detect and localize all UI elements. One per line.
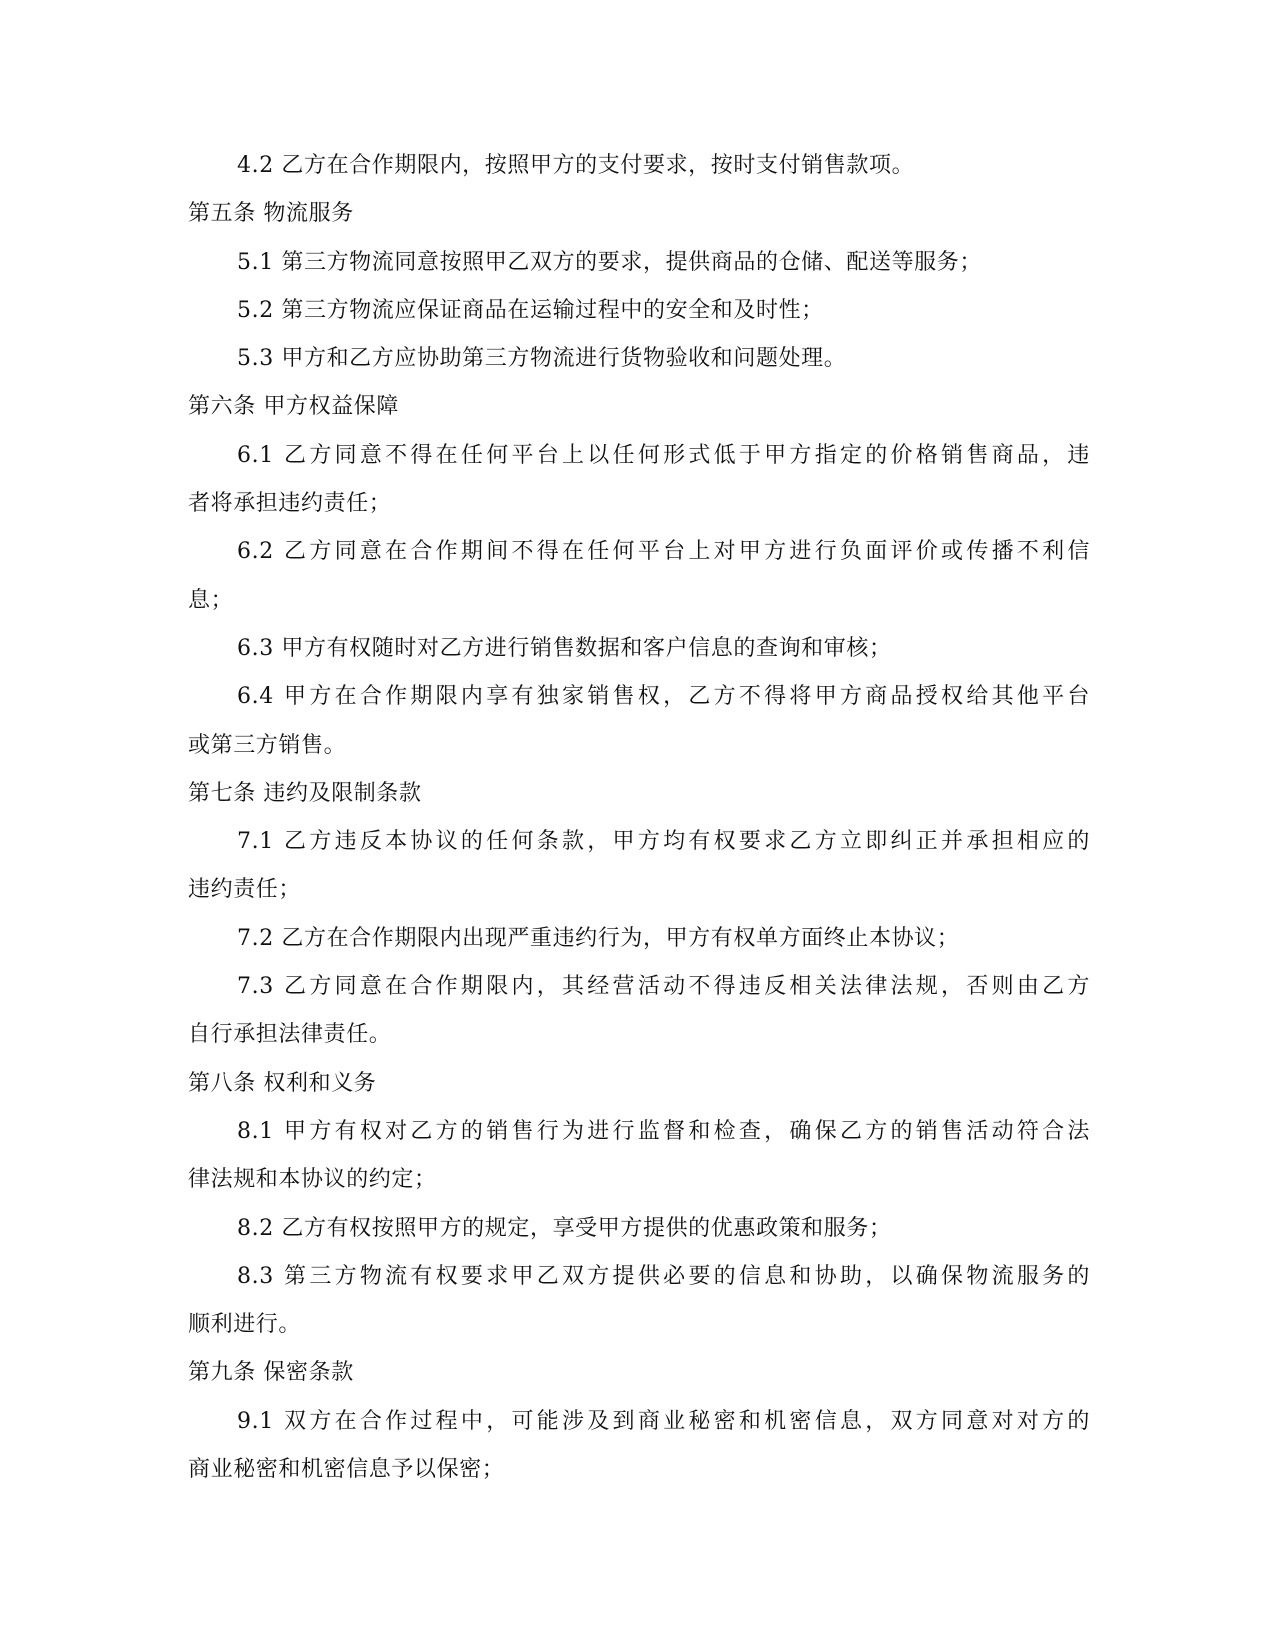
clause-9-1: 9.1 双方在合作过程中，可能涉及到商业秘密和机密信息，双方同意对对方的 xyxy=(237,1408,1090,1434)
section-heading-8: 第八条 权利和义务 xyxy=(188,1070,377,1096)
clause-7-1: 7.1 乙方违反本协议的任何条款，甲方均有权要求乙方立即纠正并承担相应的 xyxy=(237,829,1090,855)
section-heading-5: 第五条 物流服务 xyxy=(188,201,354,227)
section-heading-6: 第六条 甲方权益保障 xyxy=(188,394,399,420)
clause-6-1: 6.1 乙方同意不得在任何平台上以任何形式低于甲方指定的价格销售商品，违 xyxy=(237,442,1090,468)
clause-8-3-continued: 顺利进行。 xyxy=(188,1312,302,1338)
clause-6-4-continued: 或第三方销售。 xyxy=(188,732,347,758)
clause-5-1: 5.1 第三方物流同意按照甲乙双方的要求，提供商品的仓储、配送等服务； xyxy=(237,249,982,275)
clause-5-3: 5.3 甲方和乙方应协助第三方物流进行货物验收和问题处理。 xyxy=(237,346,847,372)
clause-6-2: 6.2 乙方同意在合作期间不得在任何平台上对甲方进行负面评价或传播不利信 xyxy=(237,539,1090,565)
section-heading-9: 第九条 保密条款 xyxy=(188,1360,354,1386)
clause-6-4: 6.4 甲方在合作期限内享有独家销售权，乙方不得将甲方商品授权给其他平台 xyxy=(237,684,1090,710)
clause-9-1-continued: 商业秘密和机密信息予以保密； xyxy=(188,1457,505,1483)
clause-6-3: 6.3 甲方有权随时对乙方进行销售数据和客户信息的查询和审核； xyxy=(237,635,892,661)
clause-4-2: 4.2 乙方在合作期限内，按照甲方的支付要求，按时支付销售款项。 xyxy=(237,153,915,178)
clause-7-3: 7.3 乙方同意在合作期限内，其经营活动不得违反相关法律法规，否则由乙方 xyxy=(237,974,1090,1000)
clause-8-3: 8.3 第三方物流有权要求甲乙双方提供必要的信息和协助，以确保物流服务的 xyxy=(237,1263,1090,1289)
clause-6-1-continued: 者将承担违约责任； xyxy=(188,491,392,517)
clause-8-1-continued: 律法规和本协议的约定； xyxy=(188,1167,437,1193)
clause-8-1: 8.1 甲方有权对乙方的销售行为进行监督和检查，确保乙方的销售活动符合法 xyxy=(237,1118,1090,1144)
clause-8-2: 8.2 乙方有权按照甲方的规定，享受甲方提供的优惠政策和服务； xyxy=(237,1215,892,1241)
clause-5-2: 5.2 第三方物流应保证商品在运输过程中的安全和及时性； xyxy=(237,297,824,323)
clause-7-2: 7.2 乙方在合作期限内出现严重违约行为，甲方有权单方面终止本协议； xyxy=(237,925,960,951)
section-heading-7: 第七条 违约及限制条款 xyxy=(188,780,422,806)
document-body xyxy=(188,142,1090,1494)
clause-7-1-continued: 违约责任； xyxy=(188,877,302,903)
clause-7-3-continued: 自行承担法律责任。 xyxy=(188,1022,392,1048)
clause-6-2-continued: 息； xyxy=(188,587,234,613)
